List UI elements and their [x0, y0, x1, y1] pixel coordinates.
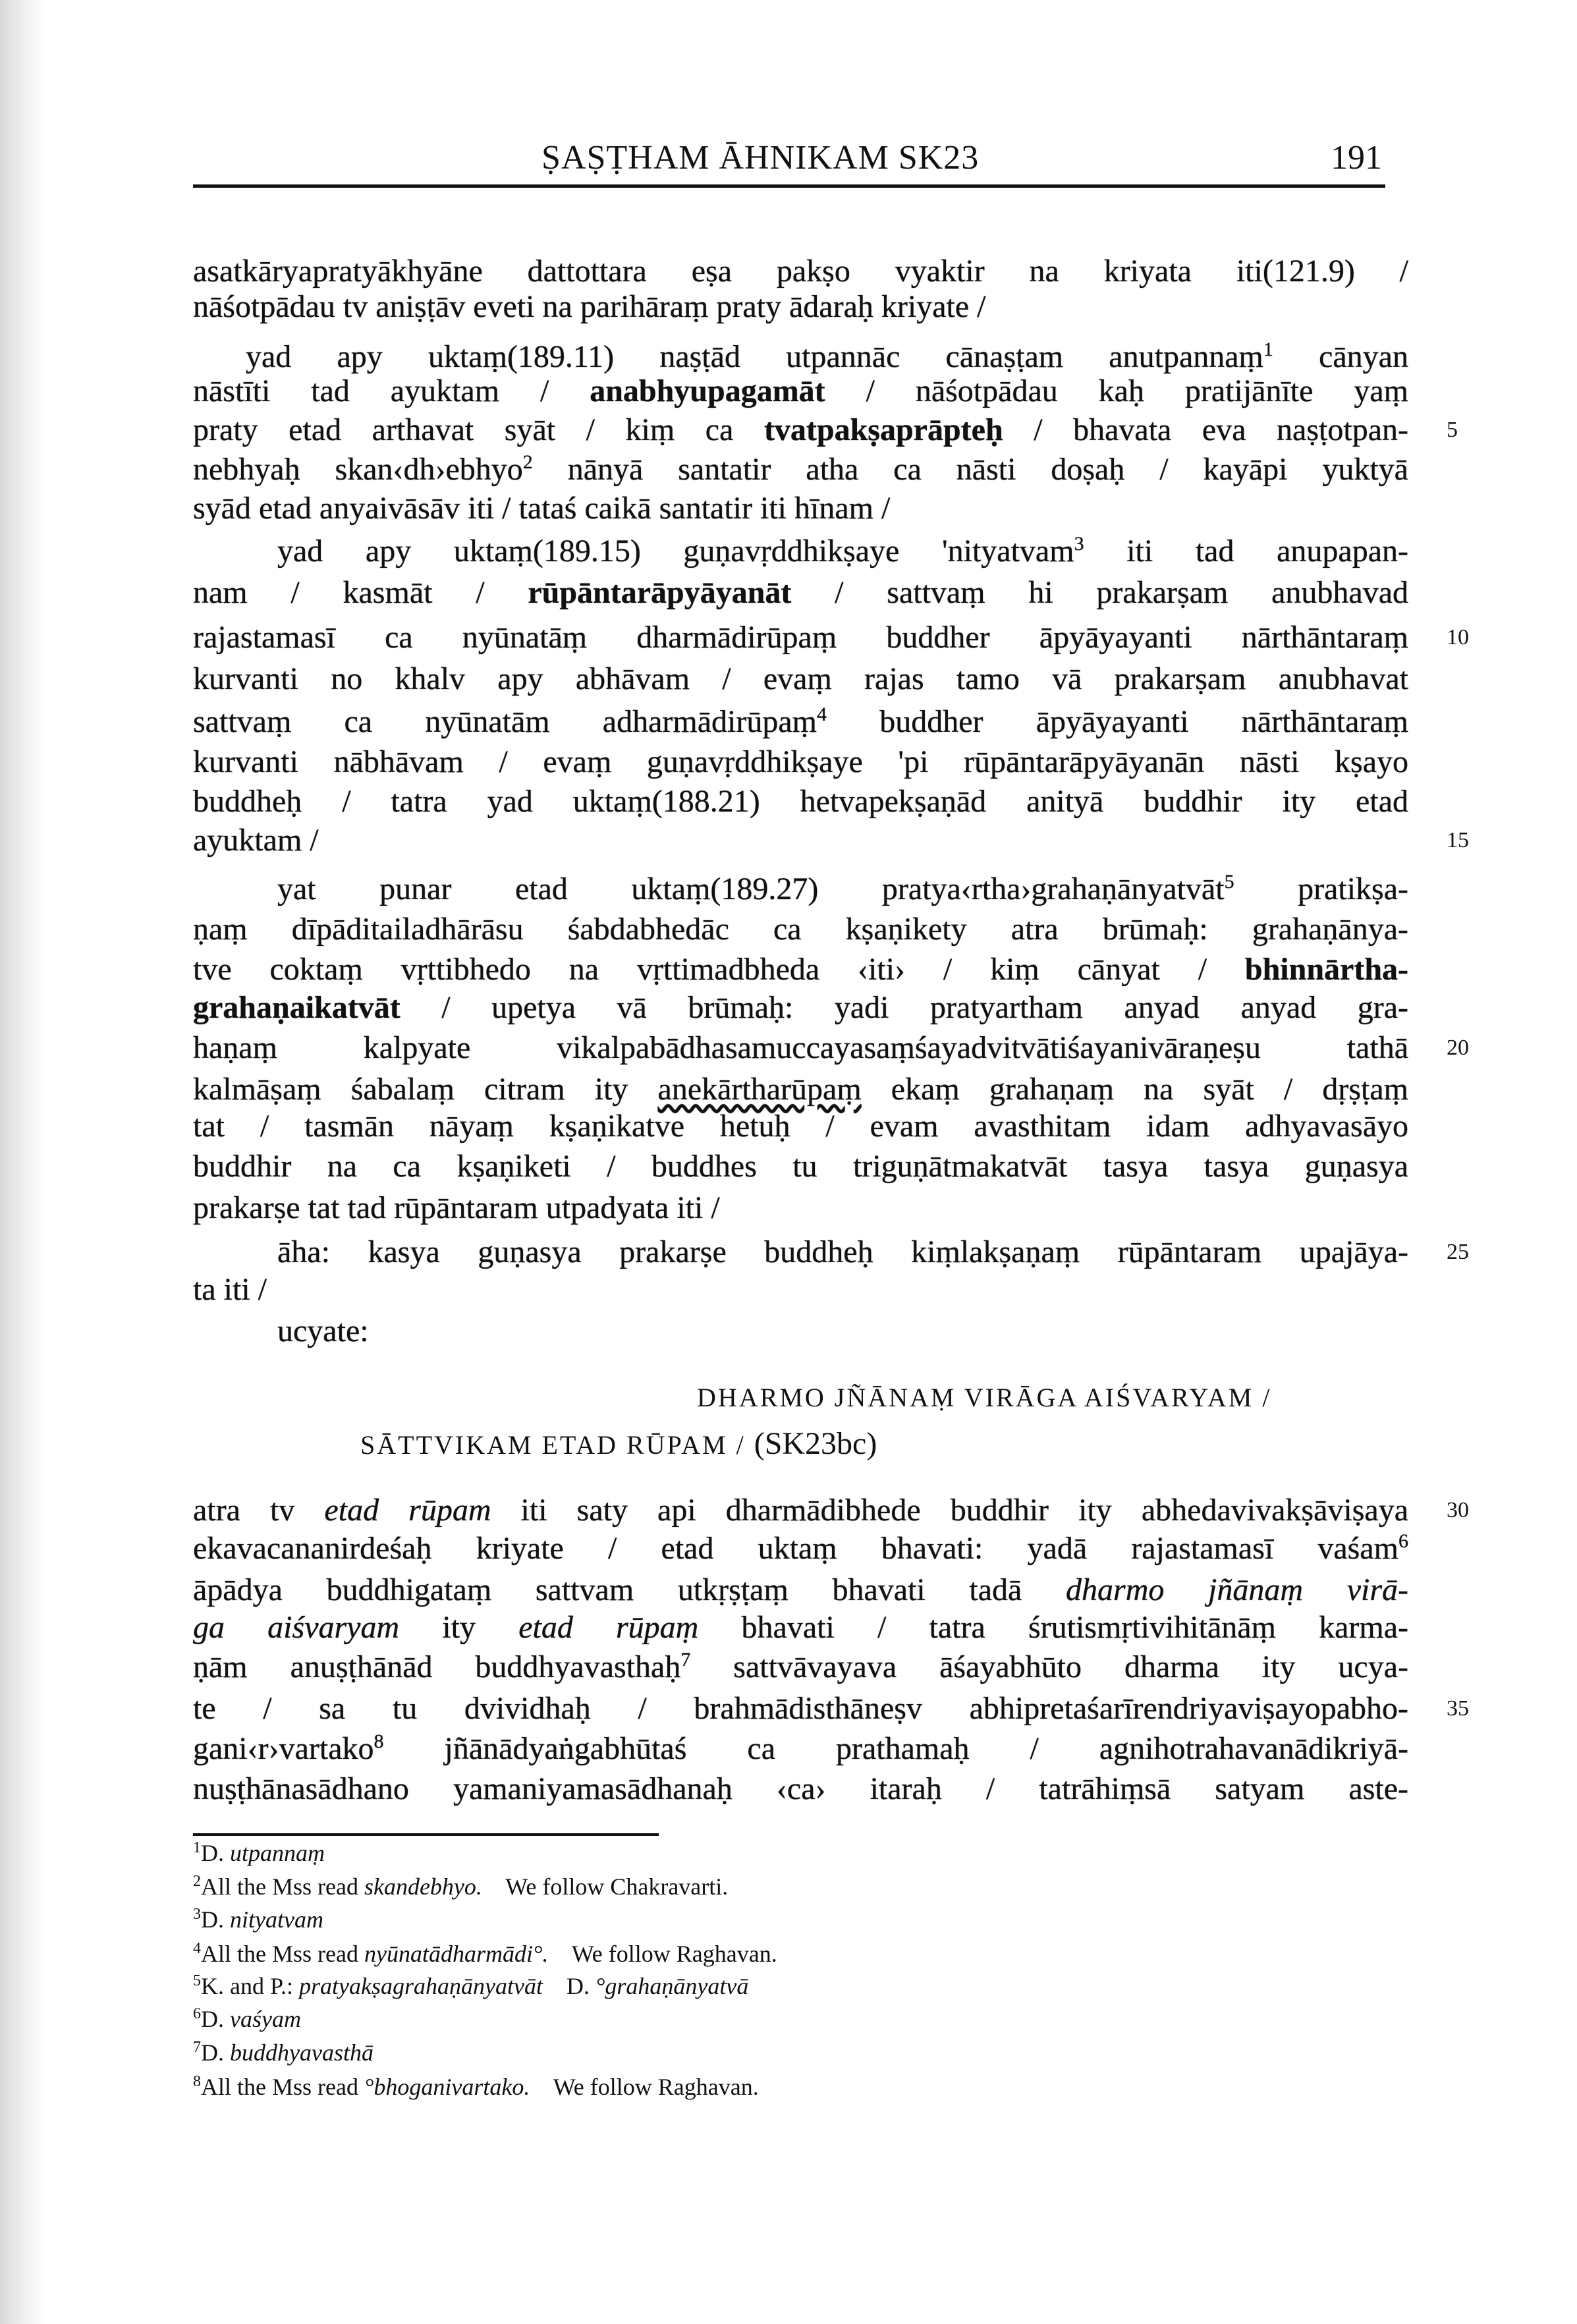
text-run: / sattvaṃ hi prakarṣam anubhavad — [791, 575, 1409, 610]
text-line — [193, 1490, 1408, 1531]
text-line — [193, 1069, 1408, 1110]
footnote-marker: 1 — [1263, 339, 1273, 361]
italic-term: nityatvam — [230, 1906, 323, 1933]
text-line — [277, 1311, 1408, 1352]
line-number: 15 — [1447, 827, 1469, 852]
verse-text: SĀTTVIKAM ETAD RŪPAM / — [360, 1430, 746, 1460]
text-run: nāstīti tad ayuktam / — [193, 374, 590, 408]
text-line — [193, 1269, 1408, 1310]
bold-term: tvatpakṣaprāpteḥ — [763, 412, 1003, 447]
text-run: / upetya vā brūmaḥ: yadi pratyartham anyad anyad gra- — [400, 990, 1408, 1025]
text-line — [193, 820, 1408, 861]
text-line — [193, 1146, 1408, 1187]
text-run: ity — [399, 1609, 519, 1645]
footnote-marker: 2 — [522, 451, 533, 474]
footnote — [193, 2003, 301, 2035]
footnote-marker: 1 — [193, 1839, 201, 1856]
footnote-rule — [193, 1833, 659, 1836]
footnote — [193, 1937, 777, 1970]
text-line — [193, 1688, 1408, 1729]
bold-term: bhinnārtha- — [1244, 951, 1408, 987]
footnote-marker: 4 — [817, 703, 827, 725]
running-head — [0, 138, 1577, 184]
text-line — [193, 1528, 1408, 1569]
footnote-marker: 7 — [193, 2039, 201, 2057]
scan-edge-shadow — [0, 0, 46, 2324]
text-run: All the Mss read — [201, 1940, 364, 1967]
text-line — [193, 1607, 1408, 1648]
text-run: K. and P.: — [201, 1973, 300, 1999]
text-run: / nāśotpādau kaḥ pratijānīte yaṃ — [825, 374, 1408, 408]
verse-text: DHARMO JÑĀNAṂ VIRĀGA AIŚVARYAM / — [697, 1383, 1272, 1412]
text-run: yat punar etad uktaṃ(189.27) pratya‹rtha›grahaṇānyatvāt — [277, 872, 1225, 906]
text-run: jñānādyaṅgabhūtaś ca prathamaḥ / agnihotrahavanādikriyā- — [383, 1731, 1408, 1766]
underlined-term: anekārtharūpaṃ — [657, 1071, 862, 1107]
text-run: tve coktaṃ vṛttibhedo na vṛttimadbheda ‹iti› / kiṃ cānyat / — [193, 951, 1245, 987]
text-run: praty etad arthavat syāt / kiṃ ca — [193, 412, 764, 447]
text-line — [193, 488, 1408, 529]
italic-term: skandebhyo. — [364, 1873, 482, 1900]
text-line — [193, 949, 1408, 990]
text-run: cānyan — [1273, 339, 1408, 375]
text-run: nānyā santatir atha ca nāsti doṣaḥ / kayāpi yuktyā — [532, 452, 1408, 487]
text-line — [193, 287, 1408, 327]
page-number: 191 — [1331, 139, 1382, 177]
text-run: buddher āpyāyayanti nārthāntaraṃ — [827, 704, 1408, 739]
footnote — [193, 2036, 374, 2069]
footnote — [193, 2070, 759, 2103]
text-run: ṇām anuṣṭhānād buddhyavasthaḥ — [193, 1649, 681, 1685]
line-number: 5 — [1447, 417, 1458, 442]
footnote-marker: 4 — [193, 1939, 201, 1957]
text-run: We follow Raghavan. — [530, 2074, 759, 2100]
line-number: 35 — [1447, 1696, 1469, 1721]
text-line — [277, 869, 1408, 910]
text-line — [193, 1106, 1408, 1147]
text-run: āha: kasya guṇasya prakarṣe buddheḥ kiṃlakṣaṇaṃ rūpāntaram upajāya- — [277, 1234, 1408, 1270]
text-run: / bhavata eva naṣṭotpan- — [1003, 412, 1409, 447]
text-run: sattvaṃ ca nyūnatām adharmādirūpaṃ — [193, 704, 817, 739]
italic-term: utpannaṃ — [230, 1839, 325, 1866]
text-line — [193, 371, 1408, 412]
verse-reference: (SK23bc) — [754, 1426, 877, 1461]
running-head-title: ṢAṢṬHAM ĀHNIKAM SK23 — [541, 139, 980, 177]
text-run: D. — [542, 1973, 595, 1999]
italic-term: °bhoganivartako. — [364, 2074, 530, 2100]
text-run: kurvanti no khalv apy abhāvam / evaṃ rajas tamo vā prakarṣam anubhavat — [193, 661, 1408, 696]
text-run: haṇaṃ kalpyate vikalpabādhasamuccayasaṃśayadvitvātiśayanivāraṇeṣu tathā — [193, 1030, 1408, 1065]
text-run: yad apy uktaṃ(189.11) naṣṭād utpannāc cānaṣṭam anutpannaṃ — [246, 339, 1263, 375]
text-run: asatkāryapratyākhyāne dattottara eṣa pakṣo vyaktir na kriyata iti(121.9) / — [193, 253, 1408, 289]
text-line — [277, 1232, 1408, 1273]
text-run: nāśotpādau tv aniṣṭāv eveti na parihāraṃ praty ādaraḥ kriyate / — [193, 289, 986, 324]
text-run: nebhyaḥ skan‹dh›ebhyo — [193, 452, 523, 487]
line-number: 30 — [1447, 1497, 1469, 1522]
text-line — [193, 410, 1408, 451]
italic-term: etad rūpaṃ — [518, 1609, 699, 1645]
italic-term: etad rūpam — [324, 1492, 491, 1528]
footnote — [193, 1903, 323, 1936]
bold-term: rūpāntarāpyāyanāt — [528, 575, 792, 610]
text-run: D. — [201, 1906, 230, 1933]
text-line — [193, 1188, 1408, 1229]
verse-line-2 — [360, 1424, 877, 1464]
text-run: buddhir na ca kṣaṇiketi / buddhes tu triguṇātmakatvāt tasya tasya guṇasya — [193, 1148, 1408, 1184]
bold-term: anabhyupagamāt — [590, 374, 825, 408]
italic-term: dharmo jñānaṃ virā- — [1066, 1572, 1408, 1608]
line-number: 20 — [1447, 1035, 1469, 1060]
text-run: kalmāṣaṃ śabalaṃ citram ity — [193, 1071, 658, 1107]
text-line — [193, 702, 1408, 742]
text-line — [277, 531, 1408, 572]
text-run: yad apy uktaṃ(189.15) guṇavṛddhikṣaye 'nityatvam — [277, 534, 1074, 568]
footnote — [193, 1837, 325, 1869]
text-run: syād etad anyaivāsāv iti / tataś caikā santatir iti hīnam / — [193, 490, 891, 526]
text-run: All the Mss read — [201, 2074, 364, 2100]
text-run: We follow Chakravarti. — [482, 1873, 729, 1900]
text-line — [193, 1570, 1408, 1611]
text-line — [193, 987, 1408, 1028]
text-run: kurvanti nābhāvam / evaṃ guṇavṛddhikṣaye 'pi rūpāntarāpyāyanān nāsti kṣayo — [193, 744, 1408, 779]
text-line — [193, 659, 1408, 700]
text-run: D. — [201, 2039, 230, 2066]
text-run: gani‹r›vartako — [193, 1731, 374, 1766]
text-line — [193, 1769, 1408, 1810]
text-run: ṇaṃ dīpāditailadhārāsu śabdabhedāc ca kṣaṇikety atra brūmaḥ: grahaṇānya- — [193, 911, 1408, 947]
italic-term: pratyakṣagrahaṇānyatvāt — [299, 1973, 543, 1999]
text-line — [193, 1729, 1408, 1769]
line-number: 25 — [1447, 1240, 1469, 1265]
bold-term: grahaṇaikatvāt — [193, 990, 401, 1025]
text-line — [193, 742, 1408, 783]
verse-line-1 — [697, 1377, 1271, 1418]
text-run: rajastamasī ca nyūnatāṃ dharmādirūpaṃ buddher āpyāyayanti nārthāntaraṃ — [193, 619, 1408, 655]
text-run: D. — [201, 2005, 230, 2032]
text-run: ekavacananirdeśaḥ kriyate / etad uktaṃ bhavati: yadā rajastamasī vaśam — [193, 1531, 1398, 1566]
text-run: iti saty api dharmādibhede buddhir ity abhedavivakṣāviṣaya — [491, 1492, 1409, 1528]
text-run: tat / tasmān nāyaṃ kṣaṇikatve hetuḥ / evam avasthitam idam adhyavasāyo — [193, 1109, 1408, 1144]
text-run: ekaṃ grahaṇaṃ na syāt / dṛṣṭaṃ — [861, 1071, 1409, 1107]
text-run: D. — [201, 1839, 230, 1866]
text-run: All the Mss read — [201, 1873, 364, 1900]
text-line — [193, 617, 1408, 658]
text-run: sattvāvayava āśayabhūto dharma ity ucya- — [690, 1649, 1409, 1685]
footnote-marker: 7 — [680, 1649, 691, 1671]
text-run: ayuktam / — [193, 822, 319, 858]
header-rule — [193, 184, 1385, 188]
footnote-marker: 5 — [193, 1972, 201, 1989]
footnote-marker: 6 — [1398, 1530, 1408, 1553]
text-run: atra tv — [193, 1492, 325, 1528]
text-run: pratikṣa- — [1234, 872, 1408, 906]
italic-term: vaśyam — [230, 2005, 301, 2032]
footnote-marker: 8 — [193, 2073, 201, 2090]
line-number: 10 — [1447, 624, 1469, 650]
text-line — [193, 1647, 1408, 1688]
text-line — [193, 1028, 1408, 1068]
text-run: ucyate: — [277, 1313, 369, 1348]
footnote — [193, 1970, 748, 2003]
footnote-marker: 3 — [1074, 533, 1084, 555]
footnote-marker: 6 — [193, 2005, 201, 2022]
text-line — [193, 909, 1408, 950]
footnote-marker: 3 — [193, 1905, 201, 1923]
text-run: iti tad anupapan- — [1084, 534, 1408, 568]
text-line — [193, 572, 1408, 613]
text-run: te / sa tu dvividhaḥ / brahmādisthāneṣv abhipretaśarīrendriyaviṣayopabho- — [193, 1691, 1408, 1727]
italic-term: nyūnatādharmādi°. — [364, 1940, 549, 1967]
italic-term: °grahaṇānyatvā — [595, 1973, 749, 1999]
text-run: We follow Raghavan. — [548, 1940, 777, 1967]
text-run: buddheḥ / tatra yad uktaṃ(188.21) hetvapekṣaṇād anityā buddhir ity etad — [193, 784, 1408, 819]
text-line — [193, 251, 1408, 292]
text-run: ta iti / — [193, 1271, 267, 1307]
footnote-marker: 5 — [1224, 871, 1234, 893]
text-line — [193, 449, 1408, 490]
text-run: nuṣṭhānasādhano yamaniyamasādhanaḥ ‹ca› itaraḥ / tatrāhiṃsā satyam aste- — [193, 1771, 1408, 1806]
footnote-marker: 2 — [193, 1873, 201, 1891]
text-run: bhavati / tatra śrutismṛtivihitānāṃ karma- — [698, 1609, 1409, 1645]
text-run: prakarṣe tat tad rūpāntaram utpadyata iti / — [193, 1190, 720, 1225]
italic-term: buddhyavasthā — [230, 2039, 374, 2066]
italic-term: ga aiśvaryam — [193, 1609, 400, 1645]
text-run: nam / kasmāt / — [193, 575, 528, 610]
text-line — [193, 781, 1408, 822]
text-run: āpādya buddhigataṃ sattvam utkṛṣṭaṃ bhavati tadā — [193, 1572, 1066, 1608]
footnote-marker: 8 — [374, 1730, 384, 1752]
footnote — [193, 1870, 728, 1903]
